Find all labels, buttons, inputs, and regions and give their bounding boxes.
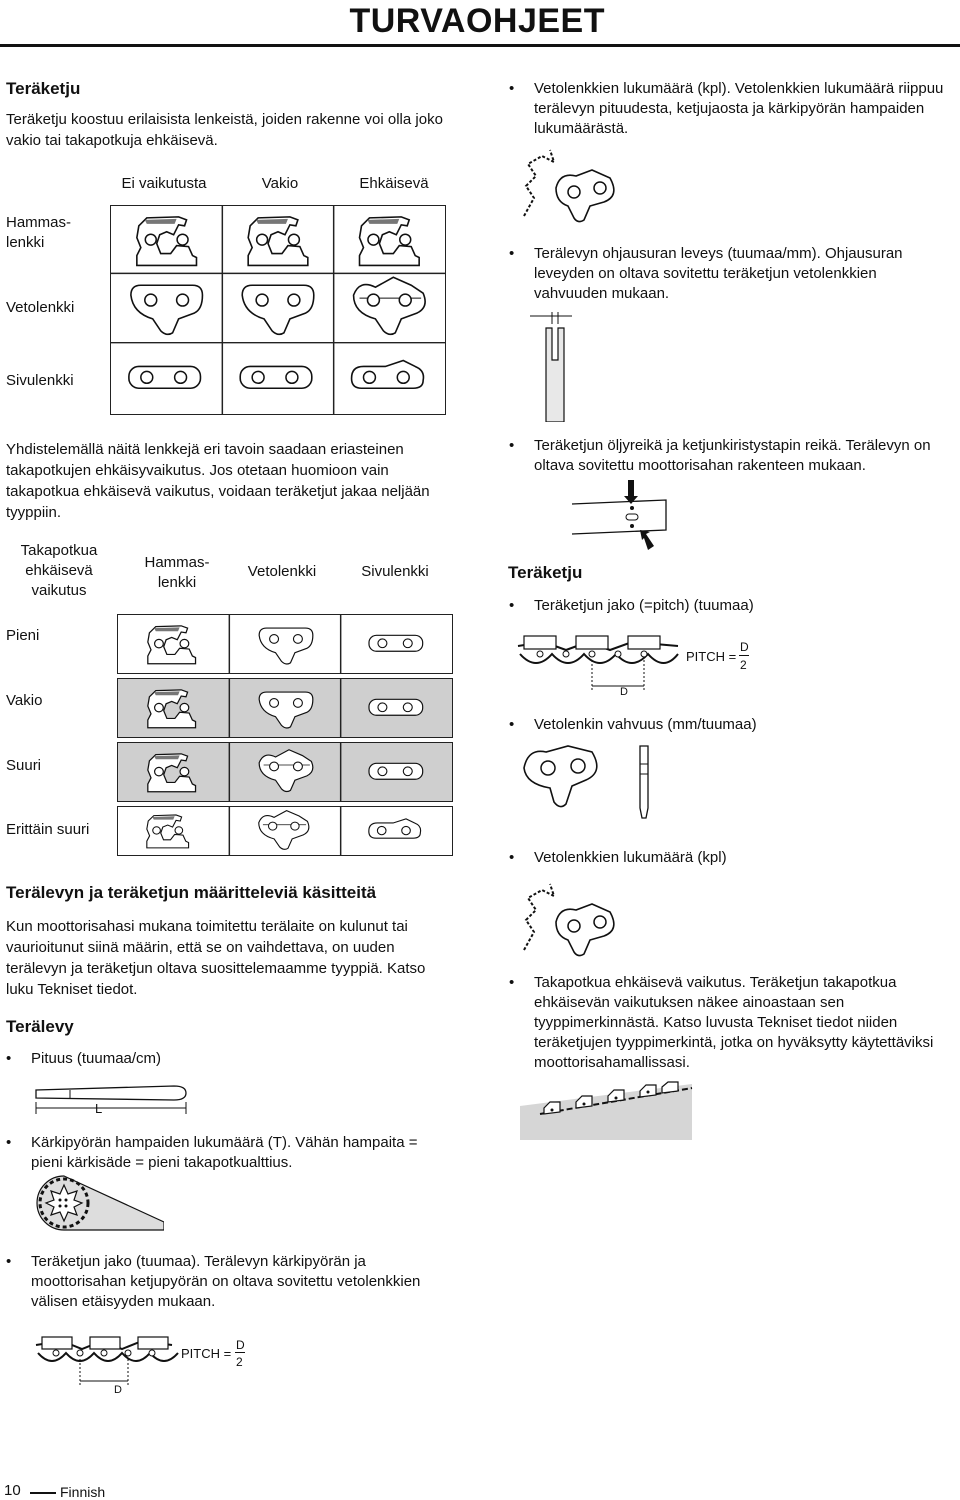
bullet-kickback-reduction: • Takapotkua ehkäisevä vaikutus. Teräketjun takapotkua ehkäisevän vaikutuksen näkee ainoastaan sen tyyppimerkinnästä. Katso luvusta Tekniset tiedot niiden teräketjujen tyyppimerkintä, jotka on hyväksytty käytettäviksi moottorisahamallissasi. [534, 973, 944, 1073]
bullet-chain-pitch: • Teräketjun jako (=pitch) (tuumaa) [534, 596, 954, 616]
drive-link-gauge-figure [520, 738, 670, 828]
pitch-formula-label-right: PITCH = [686, 649, 737, 664]
footer-dash [30, 1492, 56, 1494]
side-link-no-effect [129, 366, 201, 388]
combine-text: Yhdistelemällä näitä lenkkejä eri tavoin saadaan eriasteinen takapotkujen ehkäisyvaikutus. Jos otetaan huomioon vain takapotkua ehkäisevä vaikutus, voidaan teräketjut jakaa neljään tyyppiin. [6, 441, 430, 521]
row-label-side-link: Sivulenkki [6, 372, 74, 389]
bullet-drive-link-count-info: • Vetolenkkien lukumäärä (kpl). Vetolenkkien lukumäärä riippuu terälevyn pituudesta, ketjujaosta ja kärkipyörän hampaiden lukumäärästä. [534, 79, 954, 139]
bullet-bar-length: • Pituus (tuumaa/cm) [31, 1049, 451, 1069]
row-label-drive-link: Vetolenkki [6, 299, 75, 316]
pitch-formula-numerator-left: D [236, 1338, 245, 1352]
page-title: TURVAOHJEET [349, 2, 605, 40]
row-label-cutter: Hammas- lenkki [6, 214, 72, 251]
bullet-drive-link-gauge: • Vetolenkin vahvuus (mm/tuumaa) [534, 715, 954, 735]
page-number: 10 [4, 1482, 21, 1499]
col-header-standard: Vakio [261, 175, 299, 192]
side-link-reducing [352, 361, 424, 389]
row-label-large: Suuri [6, 757, 42, 774]
bar-length-figure [30, 1078, 190, 1118]
title-rule [0, 44, 960, 47]
drive-link-no-effect [131, 285, 203, 334]
drive-link-standard [242, 285, 314, 334]
side-link-standard [240, 366, 312, 388]
bullet-oil-hole: • Teräketjun öljyreikä ja ketjunkiristystapin reikä. Terälevyn on oltava sovitettu moottorisahan rakenteen mukaan. [534, 436, 954, 476]
pitch-figure-right [514, 622, 682, 696]
chain-intro-text: Teräketju koostuu erilaisista lenkeistä, joiden rakenne voi olla joko vakio tai takapotkuja ehkäisevä. [6, 111, 443, 149]
bullet-chain-pitch-inch: • Teräketjun jako (tuumaa). Terälevyn kärkipyörän ja moottorisahan ketjupyörän on oltava sovitettu vetolenkkien välisen etäisyyden mukaan. [31, 1252, 451, 1312]
col-header-kickback-effect: Takapotkua ehkäisevä vaikutus [20, 542, 98, 599]
chain-on-bar-figure [516, 1080, 696, 1142]
recognize-text: Kun moottorisahasi mukana toimitettu terälaite on kulunut tai vaurioitunut siinä määrin, että se on vaihdettava, on uuden terälevyn ja teräketjun oltava suosittelemaamme tyyppiä. Katso luku Tekniset tiedot. [6, 918, 426, 998]
pitch-formula-denominator-right: 2 [740, 658, 747, 672]
drive-link-figure-1 [520, 146, 624, 226]
pitch-formula-numerator-right: D [740, 640, 749, 654]
drive-link-reducing [354, 277, 426, 334]
section-heading-chain-right: Teräketju [508, 563, 583, 582]
nose-sprocket-figure [34, 1172, 164, 1236]
cutter-link-standard [248, 217, 308, 266]
kickback-row-extra-large [117, 806, 453, 856]
bullet-drive-link-count: • Vetolenkkien lukumäärä (kpl) [534, 848, 954, 868]
cutter-link-no-effect [137, 217, 197, 266]
kickback-row-large [117, 742, 453, 802]
bar-groove-figure [526, 310, 576, 422]
bullet-nose-sprocket-teeth: • Kärkipyörän hampaiden lukumäärä (T). Vähän hampaita = pieni kärkisäde = pieni takapotkualttius. [31, 1133, 451, 1173]
col-header-side-link: Sivulenkki [361, 563, 429, 580]
section-heading-recognize: Terälevyn ja teräketjun määritteleviä käsitteitä [6, 883, 377, 902]
cutter-link-reducing [360, 217, 420, 266]
section-heading-bar: Terälevy [6, 1017, 74, 1036]
link-types-grid [110, 205, 446, 415]
footer-language: Finnish [60, 1484, 106, 1500]
col-header-no-effect: Ei vaikutusta [121, 175, 207, 192]
row-label-standard: Vakio [6, 692, 43, 709]
row-label-small: Pieni [6, 627, 40, 644]
row-label-extra-large: Erittäin suuri [6, 821, 90, 838]
pitch-formula-denominator-left: 2 [236, 1355, 243, 1369]
col-header-reducing: Ehkäisevä [359, 175, 429, 192]
pitch-d-label-right: D [620, 686, 628, 698]
pitch-figure-left [32, 1323, 182, 1393]
pitch-formula-label-left: PITCH = [181, 1346, 232, 1361]
col-header-cutter: Hammas- lenkki [144, 554, 210, 591]
drive-link-figure-2 [520, 880, 624, 960]
bullet-bar-groove-width: • Terälevyn ohjausuran leveys (tuumaa/mm). Ohjausuran leveyden on oltava sovitettu teräketjun vetolenkkien vahvuuden mukaan. [534, 244, 954, 304]
pitch-d-label-left: D [114, 1384, 122, 1396]
kickback-row-small [117, 614, 453, 674]
bar-length-label: L [95, 1101, 103, 1116]
kickback-row-standard [117, 678, 453, 738]
section-heading-chain: Teräketju [6, 79, 81, 98]
col-header-drive-link: Vetolenkki [247, 563, 317, 580]
bar-oil-hole-figure [570, 478, 670, 552]
